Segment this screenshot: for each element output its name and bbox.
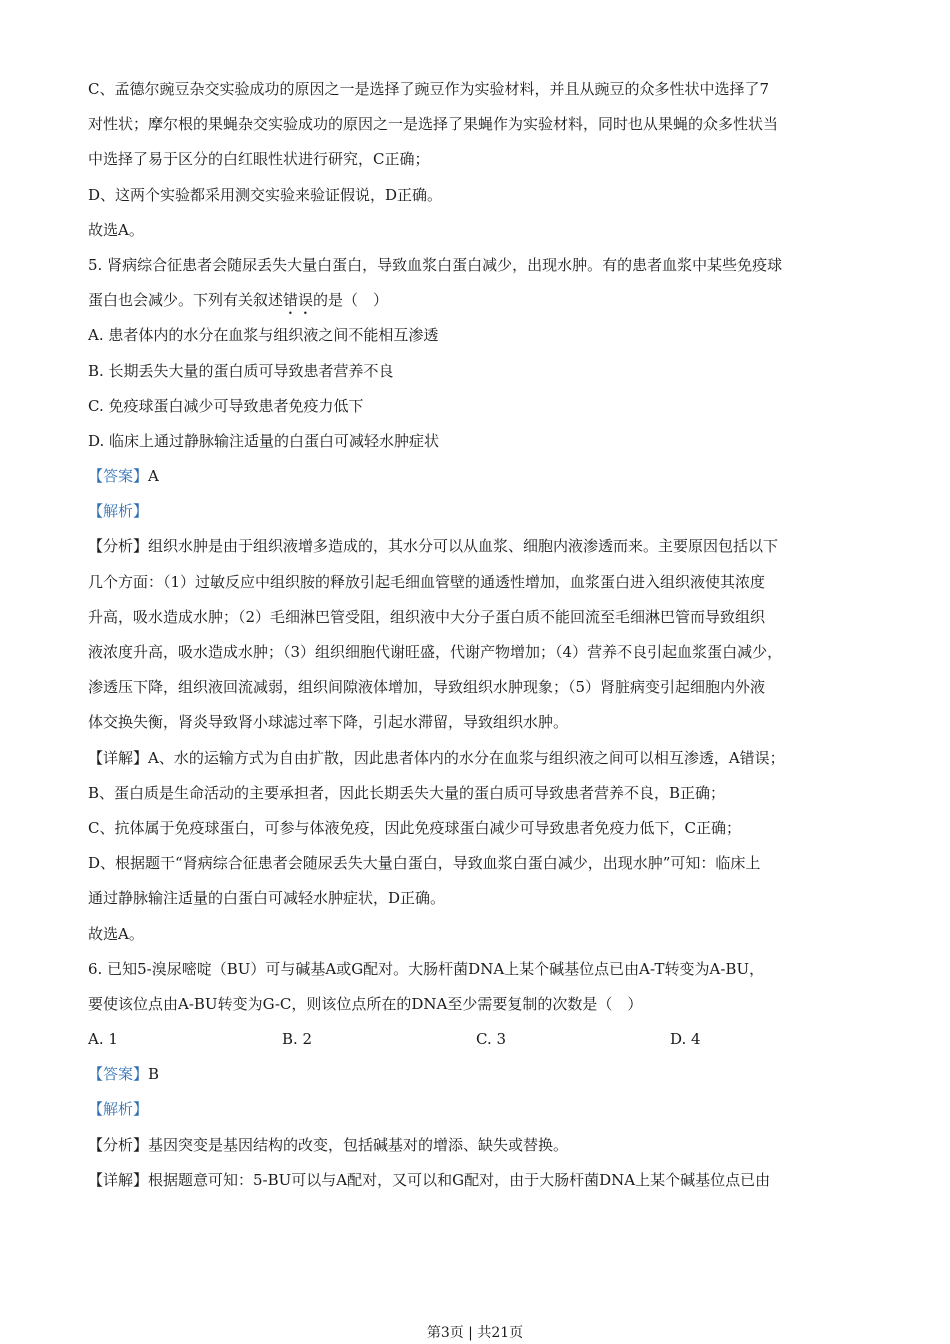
page-content [88,72,878,1198]
xiangjie-tag: 【详解】 [88,1170,149,1189]
text-line: 通过静脉输注适量的白蛋白可减轻水肿症状，D正确。 [88,889,446,908]
text-line: 液浓度升高，吸水造成水肿；（3）组织细胞代谢旺盛，代谢产物增加；（4）营养不良引起血浆蛋白减少， [88,643,783,661]
answer-line [88,459,878,494]
question-6-stem-cont: 要使该位点由A-BU转变为G-C，则该位点所在的DNA至少需要复制的次数是（ ） [88,994,643,1013]
fenxi-tag: 【分析】 [88,1135,149,1154]
option-a: A. 患者体内的水分在血浆与组织液之间不能相互渗透 [88,326,439,345]
fenxi-text: 基因突变是基因结构的改变，包括碱基对的增添、缺失或替换。 [148,1135,569,1154]
analysis-tag: 【解析】 [88,1100,149,1119]
text-line: D、这两个实验都采用测交实验来验证假说，D正确。 [88,185,443,204]
fenxi-line [88,1128,878,1163]
fenxi-tag: 【分析】 [88,537,149,556]
text-line: 几个方面：（1）过敏反应中组织胺的释放引起毛细血管壁的通透性增加，血浆蛋白进入组织液使其浓度 [88,572,766,591]
option-c: C. 免疫球蛋白减少可导致患者免疫力低下 [88,396,364,415]
text-line: D、根据题干“肾病综合征患者会随尿丢失大量白蛋白，导致血浆白蛋白减少，出现水肿”可知：临床上 [88,854,761,873]
xiangjie-tag: 【详解】 [88,748,149,767]
options-row [88,1022,878,1057]
question-5-stem-cont [88,283,878,318]
fenxi-line [88,529,878,564]
text-line: 对性状；摩尔根的果蝇杂交实验成功的原因之一是选择了果蝇作为实验材料，同时也从果蝇的众多性状当 [88,115,779,134]
answer-tag: 【答案】 [88,1065,149,1084]
page-footer: 第3页 | 共21页 [426,1325,524,1341]
option-d: D. 4 [670,1030,701,1049]
text-line: C、抗体属于免疫球蛋白，可参与体液免疫，因此免疫球蛋白减少可导致患者免疫力低下，C正确； [88,818,741,837]
option-c: C. 3 [476,1030,507,1049]
option-a: A. 1 [88,1030,118,1049]
text-line: C、孟德尔豌豆杂交实验成功的原因之一是选择了豌豆作为实验材料，并且从豌豆的众多性状中选择了7 [88,80,770,98]
conclusion-line: 故选A。 [88,924,144,943]
question-6-stem: 6. 已知5-溴尿嘧啶（BU）可与碱基A或G配对。大肠杆菌DNA上某个碱基位点已由A-T转变为A-BU， [88,959,765,978]
fenxi-text: 组织水肿是由于组织液增多造成的，其水分可以从血浆、细胞内液渗透而来。主要原因包括以下 [148,537,779,556]
text-line: 渗透压下降，组织液回流减弱，组织间隙液体增加，导致组织水肿现象；（5）肾脏病变引起细胞内外液 [88,678,766,697]
option-b: B. 2 [282,1030,313,1049]
emphasis-text: 错误 [283,291,314,310]
stem-text: 蛋白也会减少。下列有关叙述 [88,291,284,310]
conclusion-line: 故选A。 [88,220,144,239]
answer-line [88,1057,878,1092]
stem-text: 的是（ ） [313,291,389,310]
option-d: D. 临床上通过静脉输注适量的白蛋白可减轻水肿症状 [88,431,440,450]
option-b: B. 长期丢失大量的蛋白质可导致患者营养不良 [88,361,394,380]
text-line: 体交换失衡，肾炎导致肾小球滤过率下降，引起水滞留，导致组织水肿。 [88,713,569,732]
xiangjie-line [88,1163,878,1198]
text-line: 升高，吸水造成水肿；（2）毛细淋巴管受阻，组织液中大分子蛋白质不能回流至毛细淋巴管而导致组织 [88,607,766,626]
xiangjie-text: A、水的运输方式为自由扩散，因此患者体内的水分在血浆与组织液之间可以相互渗透，A错误； [148,748,785,767]
xiangjie-line [88,741,878,776]
answer-value: B [148,1065,160,1084]
xiangjie-text: 根据题意可知：5-BU可以与A配对，又可以和G配对，由于大肠杆菌DNA上某个碱基位点已由 [148,1170,771,1189]
question-5-stem: 5. 肾病综合征患者会随尿丢失大量白蛋白，导致血浆白蛋白减少，出现水肿。有的患者血浆中某些免疫球 [88,255,783,274]
analysis-tag: 【解析】 [88,502,149,521]
text-line: B、蛋白质是生命活动的主要承担者，因此长期丢失大量的蛋白质可导致患者营养不良，B正确； [88,783,726,802]
answer-value: A [148,467,159,486]
answer-tag: 【答案】 [88,467,149,486]
text-line: 中选择了易于区分的白红眼性状进行研究，C正确； [88,150,430,169]
